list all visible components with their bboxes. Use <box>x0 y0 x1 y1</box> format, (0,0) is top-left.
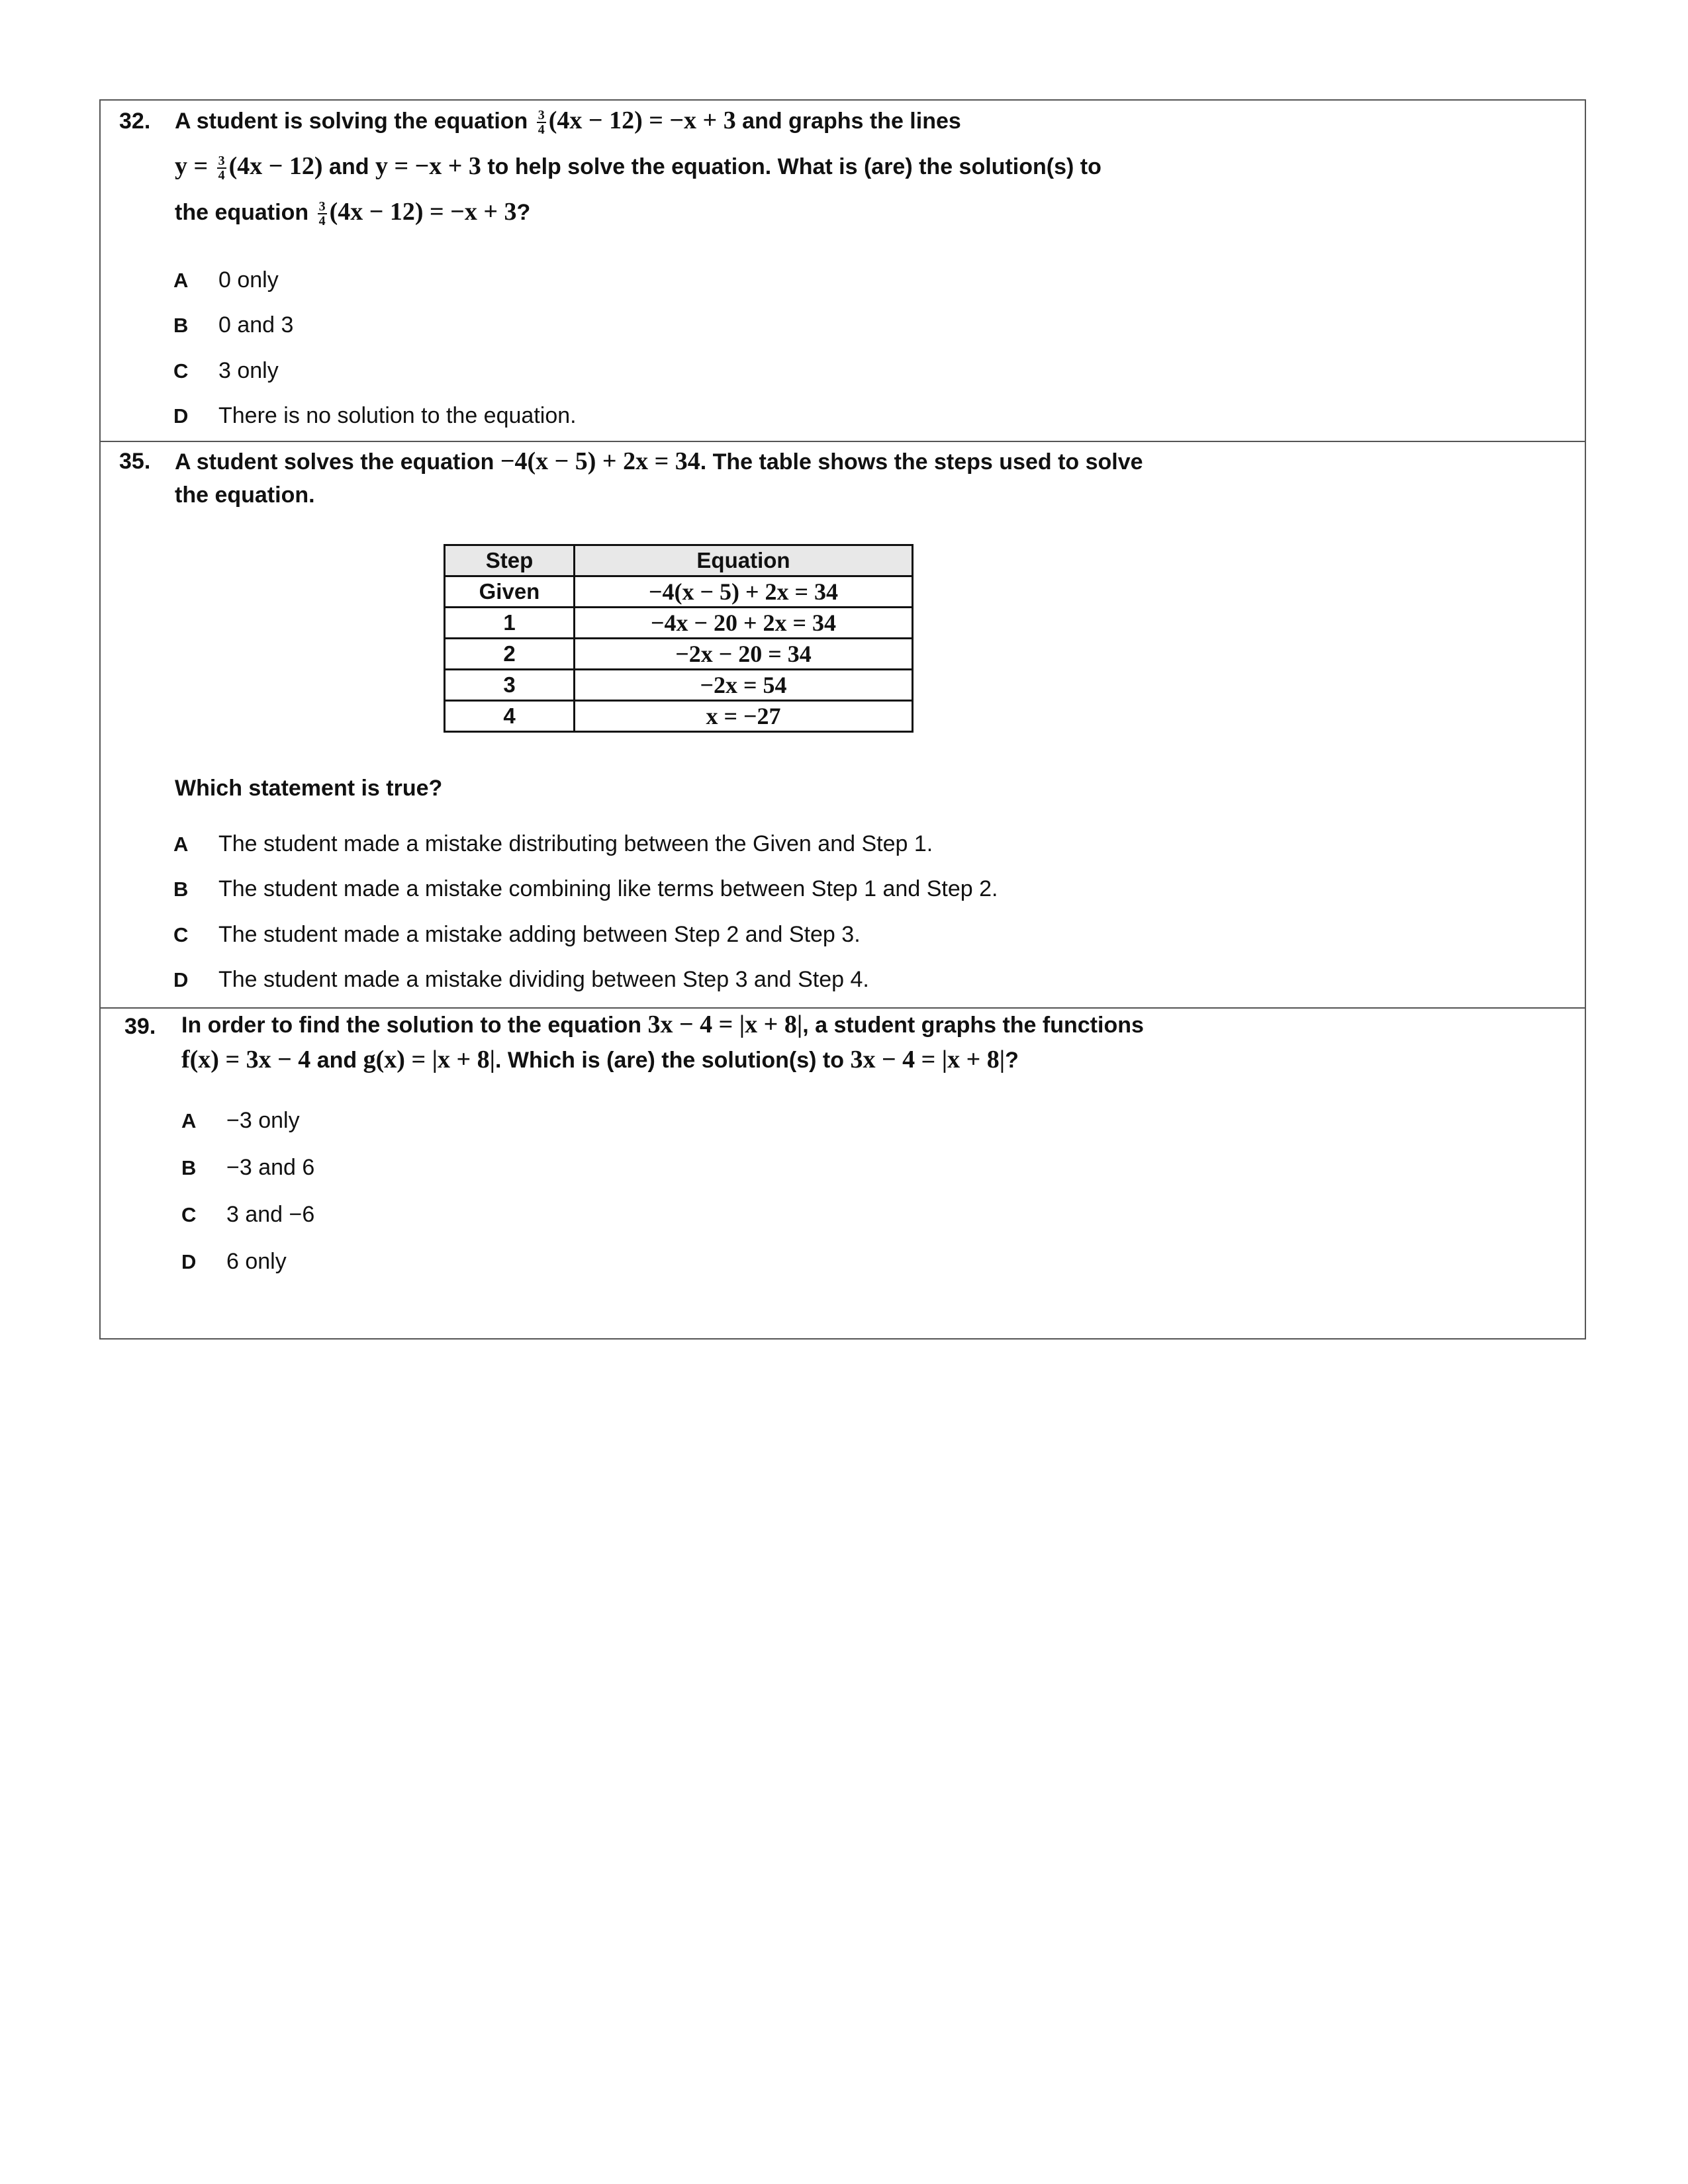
header-equation: Equation <box>575 545 913 576</box>
question-frame <box>99 99 1586 1340</box>
stem-line-2: the equation. <box>175 482 315 508</box>
table-row: 4 x = −27 <box>445 701 913 732</box>
question-prompt: Which statement is true? <box>175 776 443 801</box>
fraction-three-quarters: $\frac{3}{4}$ <box>218 154 225 183</box>
option-b[interactable]: B 0 and 3 <box>173 312 294 338</box>
stem-line-1: In order to find the solution to the equation 3x − 4 = |x + 8|, a student graphs the functions <box>181 1011 1144 1038</box>
question-39 <box>101 1009 1585 1340</box>
option-d[interactable]: D 6 only <box>181 1249 287 1274</box>
stem-line-3: the equation $\frac{3}{4}$ (4x − 12) = −x + 3? <box>175 198 531 229</box>
table-row: 2 −2x − 20 = 34 <box>445 639 913 670</box>
table-row: Given −4(x − 5) + 2x = 34 <box>445 576 913 608</box>
table-row: 3 −2x = 54 <box>445 670 913 701</box>
table-header-row <box>445 545 913 576</box>
option-a[interactable]: A The student made a mistake distributing between the Given and Step 1. <box>173 831 933 856</box>
question-number: 32. <box>119 109 151 134</box>
stem-line-1: A student is solving the equation $\frac{3}{4}$ (4x − 12) = −x + 3 and graphs the lines <box>175 107 961 138</box>
option-c[interactable]: C 3 only <box>173 358 279 383</box>
option-a[interactable]: A 0 only <box>173 267 279 293</box>
steps-table <box>444 544 914 733</box>
option-c[interactable]: C The student made a mistake adding between Step 2 and Step 3. <box>173 922 861 947</box>
option-a[interactable]: A −3 only <box>181 1108 300 1133</box>
question-number: 35. <box>119 449 151 474</box>
question-stem <box>181 1007 1439 1077</box>
question-stem <box>175 445 1432 512</box>
stem-line-2: f(x) = 3x − 4 and g(x) = |x + 8|. Which is (are) the solution(s) to 3x − 4 = |x + 8|? <box>181 1046 1019 1073</box>
stem-line-2: y = $\frac{3}{4}$ (4x − 12) and y = −x + 3 to help solve the equation. What is (are) the solution(s) to <box>175 152 1102 183</box>
table-row: 1 −4x − 20 + 2x = 34 <box>445 608 913 639</box>
option-b[interactable]: B −3 and 6 <box>181 1155 315 1180</box>
header-step: Step <box>445 545 575 576</box>
option-d[interactable]: D There is no solution to the equation. <box>173 403 577 428</box>
question-32 <box>101 101 1585 442</box>
option-b[interactable]: B The student made a mistake combining like terms between Step 1 and Step 2. <box>173 876 998 901</box>
option-d[interactable]: D The student made a mistake dividing between Step 3 and Step 4. <box>173 967 869 992</box>
stem-line-1: A student solves the equation −4(x − 5) + 2x = 34. The table shows the steps used to solve <box>175 447 1143 475</box>
question-stem <box>175 98 1432 235</box>
fraction-three-quarters: $\frac{3}{4}$ <box>318 199 326 229</box>
fraction-three-quarters: $\frac{3}{4}$ <box>538 108 545 138</box>
question-number: 39. <box>124 1014 156 1039</box>
option-c[interactable]: C 3 and −6 <box>181 1202 315 1227</box>
question-35 <box>101 442 1585 1009</box>
